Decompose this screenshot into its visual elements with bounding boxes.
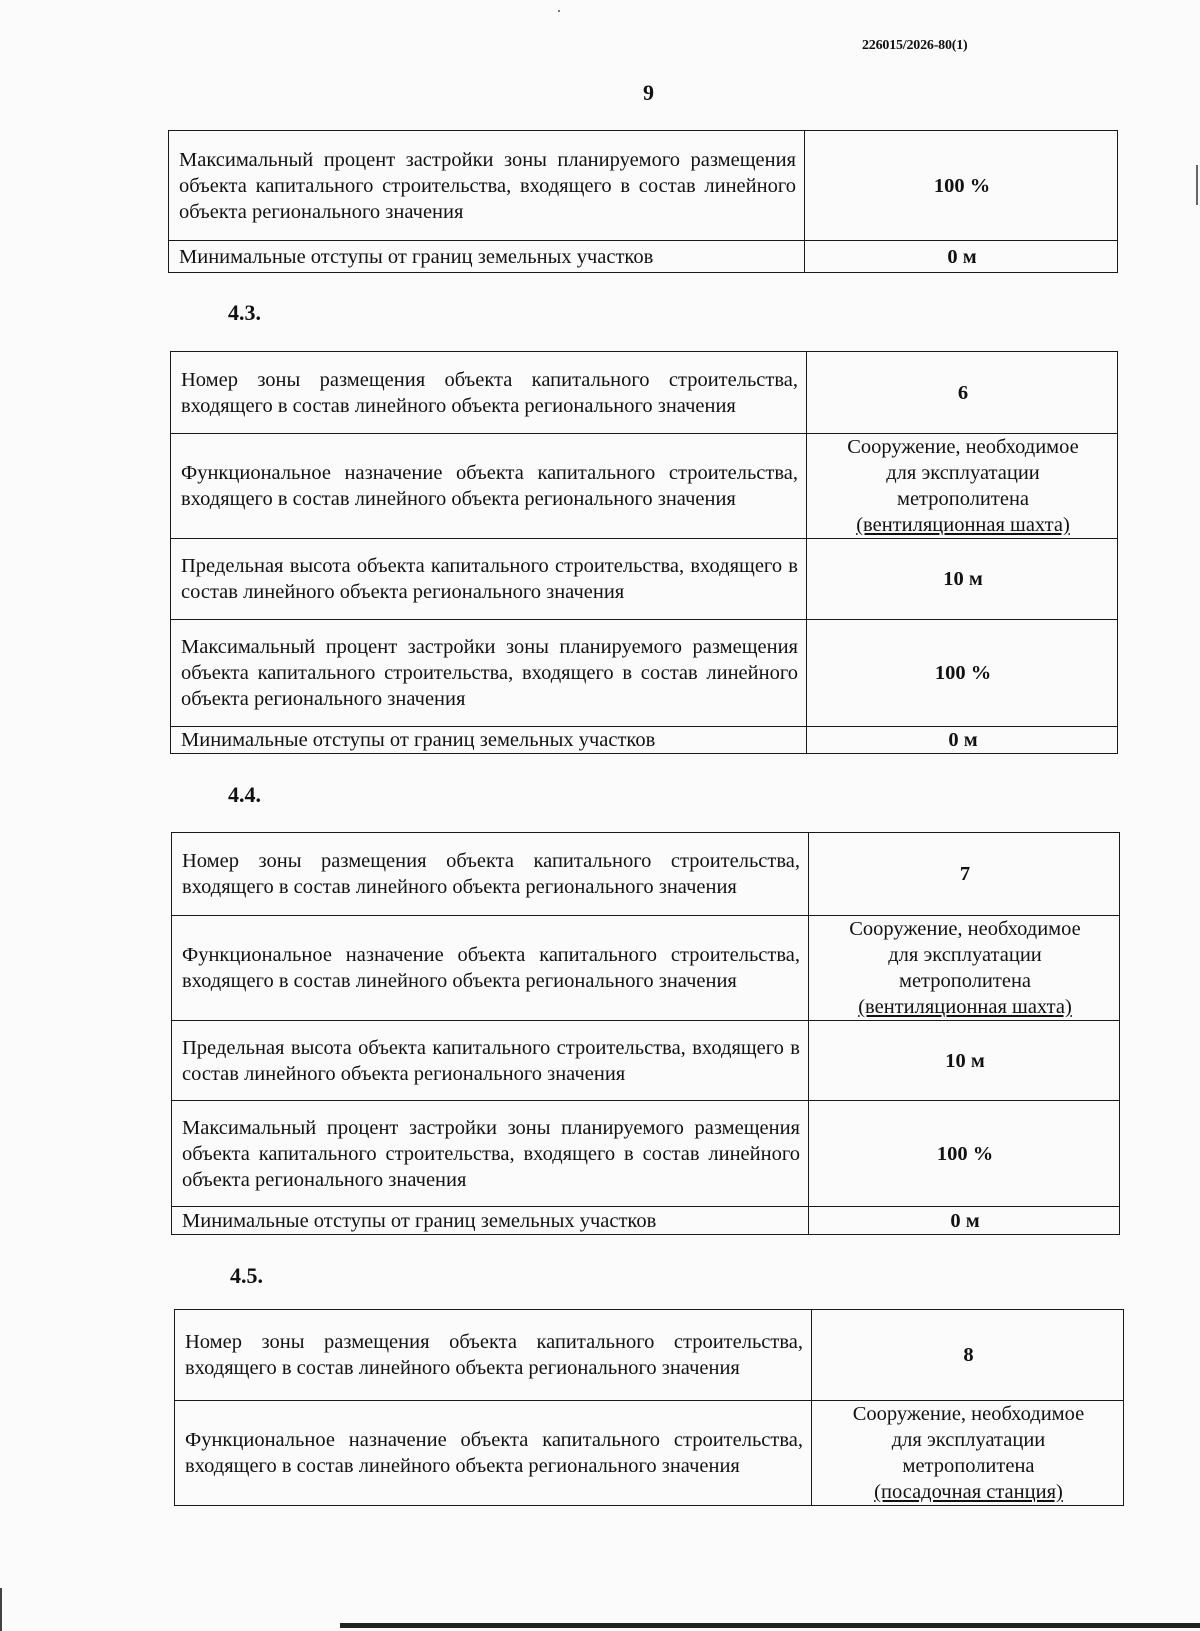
row-label: Номер зоны размещения объекта капитального строительства, входящего в состав линейного объекта регионального значения [172, 833, 809, 916]
value-line: для эксплуатации [888, 944, 1042, 966]
row-value: 100 % [805, 131, 1118, 241]
row-value: 100 % [807, 620, 1118, 727]
table-row [172, 1101, 1120, 1207]
parameters-table-continued [168, 130, 1118, 273]
scan-edge-line-bottom [340, 1623, 1200, 1628]
scan-edge-line-right [1196, 165, 1198, 205]
table-row [169, 241, 1118, 273]
row-value: 0 м [809, 1207, 1120, 1235]
value-line: (вентиляционная шахта) [858, 996, 1072, 1018]
table-row [175, 1310, 1124, 1401]
row-value: 10 м [807, 539, 1118, 620]
table-row [172, 916, 1120, 1021]
row-value-multiline [807, 434, 1118, 539]
value-line: для эксплуатации [886, 462, 1040, 484]
section-heading-4-3: 4.3. [228, 300, 261, 325]
section-heading-4-4: 4.4. [228, 782, 261, 807]
row-value: 8 [812, 1310, 1124, 1401]
row-label: Предельная высота объекта капитального строительства, входящего в состав линейного объекта регионального значения [171, 539, 807, 620]
row-value-multiline [812, 1401, 1124, 1506]
row-label: Максимальный процент застройки зоны планируемого размещения объекта капитального строительства, входящего в состав линейного объекта регионального значения [172, 1101, 809, 1207]
row-value-multiline [809, 916, 1120, 1021]
row-label: Номер зоны размещения объекта капитального строительства, входящего в состав линейного объекта регионального значения [171, 352, 807, 434]
scan-edge-line-left [0, 1588, 2, 1631]
table-row [171, 620, 1118, 727]
value-line: Сооружение, необходимое [849, 918, 1081, 940]
document-registration-code: 226015/2026-80(1) [862, 38, 968, 53]
value-line: (вентиляционная шахта) [856, 514, 1070, 536]
value-line: Сооружение, необходимое [847, 436, 1079, 458]
table-row [172, 1021, 1120, 1101]
row-label: Минимальные отступы от границ земельных участков [169, 241, 805, 273]
value-line: для эксплуатации [891, 1429, 1046, 1451]
section-heading-4-5: 4.5. [230, 1263, 263, 1288]
parameters-table-4-4 [171, 832, 1120, 1235]
row-label: Максимальный процент застройки зоны планируемого размещения объекта капитального строительства, входящего в состав линейного объекта регионального значения [171, 620, 807, 727]
row-value: 7 [809, 833, 1120, 916]
value-line: (посадочная станция) [874, 1481, 1063, 1503]
table-row [169, 131, 1118, 241]
row-value: 0 м [807, 727, 1118, 754]
table-row [172, 833, 1120, 916]
value-line: Сооружение, необходимое [852, 1403, 1085, 1425]
row-value: 10 м [809, 1021, 1120, 1101]
row-label: Минимальные отступы от границ земельных участков [171, 727, 807, 754]
row-value: 6 [807, 352, 1118, 434]
table-row [171, 539, 1118, 620]
table-row [175, 1401, 1124, 1506]
row-label: Функциональное назначение объекта капитального строительства, входящего в состав линейного объекта регионального значения [172, 916, 809, 1021]
table-row [171, 727, 1118, 754]
table-row [171, 352, 1118, 434]
row-value: 100 % [809, 1101, 1120, 1207]
row-label: Максимальный процент застройки зоны планируемого размещения объекта капитального строительства, входящего в состав линейного объекта регионального значения [169, 131, 805, 241]
value-line: метрополитена [896, 488, 1030, 510]
table-row [171, 434, 1118, 539]
row-label: Номер зоны размещения объекта капитального строительства, входящего в состав линейного объекта регионального значения [175, 1310, 812, 1401]
scan-dot [558, 10, 560, 12]
parameters-table-4-5 [174, 1309, 1124, 1506]
row-label: Минимальные отступы от границ земельных участков [172, 1207, 809, 1235]
row-value: 0 м [805, 241, 1118, 273]
value-line: метрополитена [898, 970, 1032, 992]
page-number: 9 [643, 80, 654, 105]
row-label: Предельная высота объекта капитального строительства, входящего в состав линейного объекта регионального значения [172, 1021, 809, 1101]
row-label: Функциональное назначение объекта капитального строительства, входящего в состав линейного объекта регионального значения [175, 1401, 812, 1506]
table-row [172, 1207, 1120, 1235]
parameters-table-4-3 [170, 351, 1118, 754]
value-line: метрополитена [902, 1455, 1035, 1477]
row-label: Функциональное назначение объекта капитального строительства, входящего в состав линейного объекта регионального значения [171, 434, 807, 539]
